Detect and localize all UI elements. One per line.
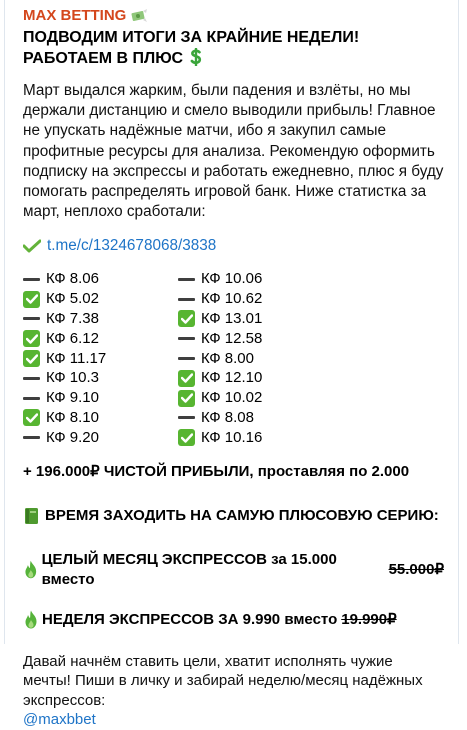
odds-item	[23, 349, 178, 369]
minus-icon	[178, 278, 195, 281]
link-row	[23, 236, 444, 256]
odds-column-right	[178, 269, 333, 447]
odds-value: КФ 6.12	[46, 329, 99, 347]
odds-value: КФ 10.16	[201, 428, 263, 446]
minus-icon	[178, 337, 195, 340]
odds-item	[23, 329, 178, 349]
post-link[interactable]: t.me/c/1324678068/3838	[47, 237, 217, 255]
headline-text: ПОДВОДИМ ИТОГИ ЗА КРАЙНИЕ НЕДЕЛИ! РАБОТАЕМ В ПЛЮС	[23, 29, 360, 67]
odds-item	[23, 309, 178, 329]
odds-value: КФ 10.3	[46, 369, 99, 387]
fire-icon	[23, 560, 39, 579]
sender-name[interactable]: MAX BETTING	[23, 7, 127, 24]
offer-month	[23, 550, 444, 590]
odds-item	[178, 428, 333, 448]
odds-item	[178, 329, 333, 349]
offer-week-old-price: 19.990₽	[341, 610, 397, 628]
cta-text: ВРЕМЯ ЗАХОДИТЬ НА САМУЮ ПЛЮСОВУЮ СЕРИЮ:	[45, 506, 439, 524]
check-mark-icon	[178, 390, 195, 407]
minus-icon	[178, 416, 195, 419]
offer-month-old-price: 55.000₽	[388, 560, 444, 578]
odds-value: КФ 12.10	[201, 369, 263, 387]
odds-value: КФ 10.06	[201, 270, 263, 288]
odds-value: КФ 10.02	[201, 389, 263, 407]
minus-icon	[23, 377, 40, 380]
sender-name-row[interactable]	[23, 6, 444, 26]
heavy-dollar-sign-icon	[188, 48, 204, 66]
odds-item	[23, 428, 178, 448]
check-mark-icon	[23, 239, 41, 253]
offer-week	[23, 610, 444, 630]
minus-icon	[178, 298, 195, 301]
contact-handle-link[interactable]: @maxbbet	[23, 711, 96, 729]
odds-item	[178, 289, 333, 309]
check-mark-icon	[23, 350, 40, 367]
post-body: Март выдался жарким, были падения и взлёты, но мы держали дистанцию и смело выводили прибыль! Главное не упускать надёжные матчи, ибо я закупил самые профитные ресурсы для анализа. Рекомендую оформить подписку на экспрессы и работать ежедневно, плюс я буду помогать распределять игровой банк. Ниже статистка за март, неплохо сработали:	[23, 82, 444, 221]
check-mark-icon	[23, 330, 40, 347]
check-mark-icon	[178, 310, 195, 327]
fire-icon	[23, 610, 39, 629]
profit-summary: + 196.000₽ ЧИСТОЙ ПРИБЫЛИ, проставляя по 2.000	[23, 462, 410, 480]
post-headline	[23, 27, 444, 69]
offer-week-text: НЕДЕЛЯ ЭКСПРЕССОВ ЗА 9.990 вместо	[42, 610, 338, 628]
check-mark-icon	[23, 409, 40, 426]
odds-value: КФ 12.58	[201, 329, 263, 347]
odds-value: КФ 11.17	[46, 349, 107, 367]
odds-value: КФ 8.00	[201, 349, 254, 367]
footer-text: Давай начнём ставить цели, хватит исполнять чужие мечты! Пиши в личку и забирай неделю/месяц надёжных экспрессов:	[23, 652, 423, 709]
odds-value: КФ 9.10	[46, 389, 99, 407]
odds-item	[23, 408, 178, 428]
odds-item	[178, 388, 333, 408]
check-mark-icon	[178, 370, 195, 387]
call-to-action	[23, 506, 444, 526]
message-bubble	[4, 0, 459, 729]
odds-value: КФ 13.01	[201, 310, 263, 328]
minus-icon	[23, 397, 40, 400]
odds-item	[23, 269, 178, 289]
money-with-wings-icon	[130, 9, 148, 23]
green-book-icon	[23, 507, 41, 525]
minus-icon	[23, 278, 40, 281]
odds-table	[23, 269, 444, 447]
odds-item	[178, 408, 333, 428]
odds-item	[178, 309, 333, 329]
odds-item	[23, 368, 178, 388]
minus-icon	[23, 436, 40, 439]
odds-value: КФ 7.38	[46, 310, 99, 328]
odds-item	[178, 269, 333, 289]
odds-item	[178, 368, 333, 388]
post-footer	[23, 652, 444, 730]
minus-icon	[23, 317, 40, 320]
odds-value: КФ 10.62	[201, 290, 263, 308]
check-mark-icon	[178, 429, 195, 446]
odds-value: КФ 5.02	[46, 290, 99, 308]
odds-column-left	[23, 269, 178, 447]
odds-item	[23, 289, 178, 309]
minus-icon	[178, 357, 195, 360]
odds-item	[178, 349, 333, 369]
odds-value: КФ 8.10	[46, 409, 99, 426]
offer-month-text: ЦЕЛЫЙ МЕСЯЦ ЭКСПРЕССОВ за 15.000 вместо	[41, 550, 337, 588]
odds-value: КФ 8.06	[46, 270, 99, 288]
odds-item	[23, 388, 178, 408]
odds-value: КФ 9.20	[46, 428, 99, 446]
check-mark-icon	[23, 291, 40, 308]
odds-value: КФ 8.08	[201, 409, 254, 426]
